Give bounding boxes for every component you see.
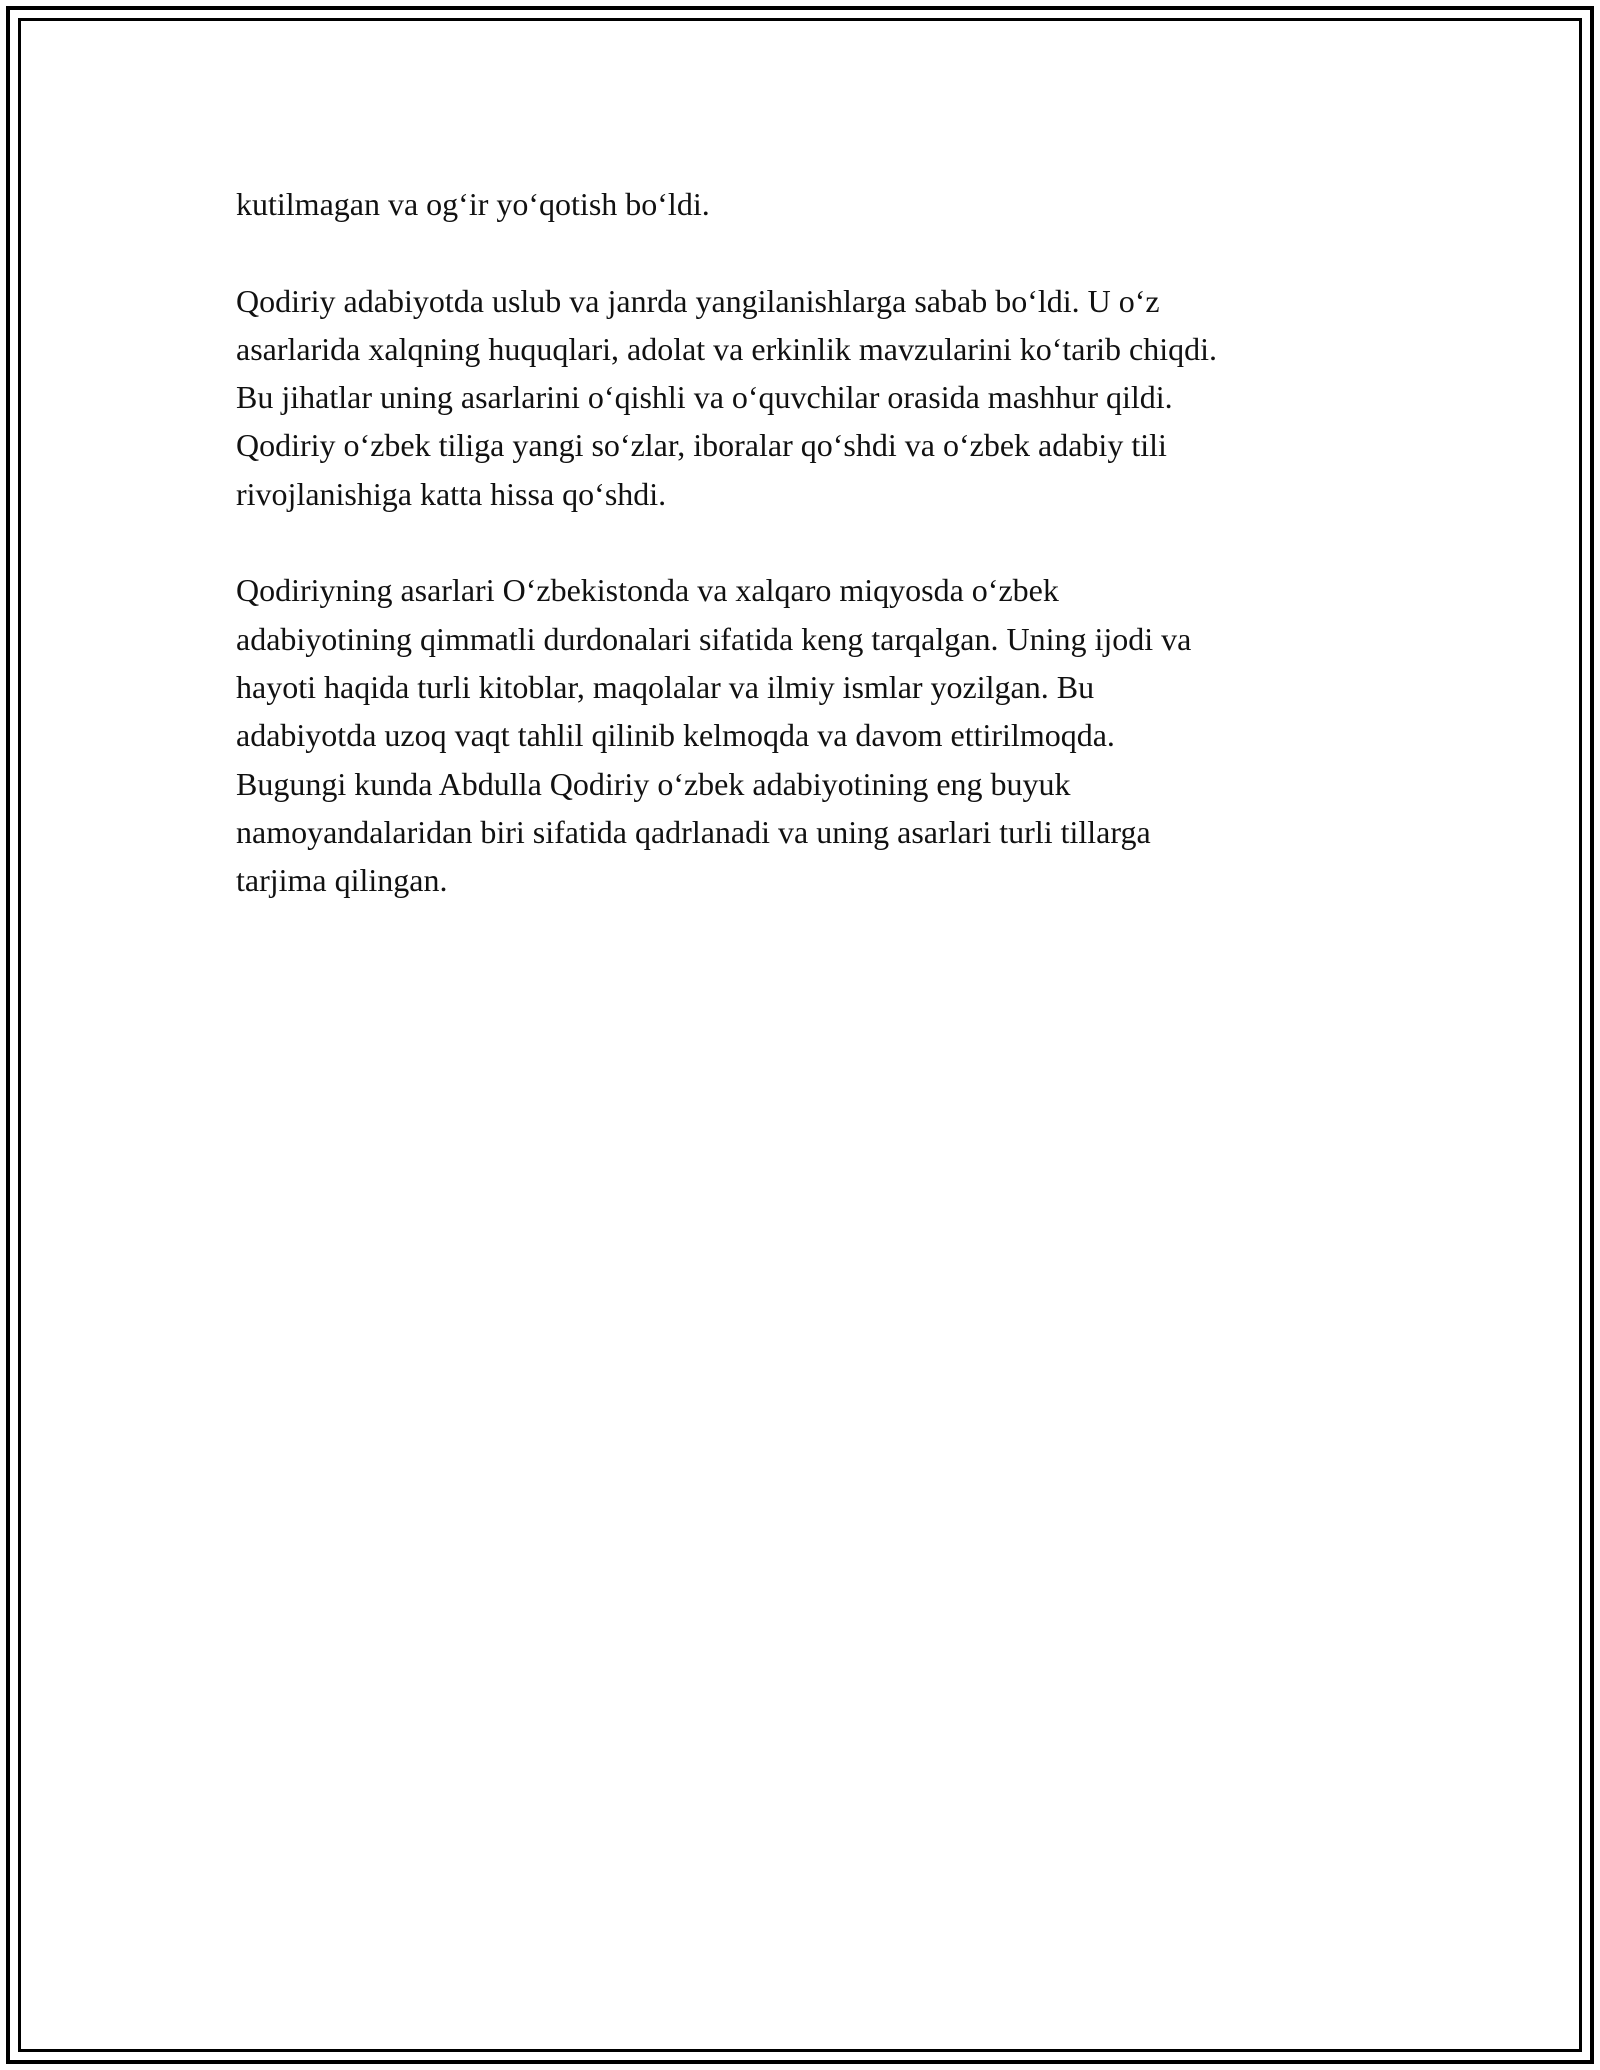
paragraph-1: kutilmagan va og‘ir yo‘qotish bo‘ldi. <box>236 186 710 222</box>
paragraph-3: Qodiriyning asarlari O‘zbekistonda va xalqaro miqyosda o‘zbek adabiyotining qimmatli durdonalari sifatida keng tarqalgan. Uning ijodi va hayoti haqida turli kitoblar, maqolalar va ilmiy ismlar yozilgan. Bu adabiyotda uzoq vaqt tahlil qilinib kelmoqda va davom ettirilmoqda. Bugungi kunda Abdulla Qodiriy o‘zbek adabiyotining eng buyuk namoyandalaridan biri sifatida qadrlanadi va uning asarlari turli tillarga tarjima qilingan. <box>236 572 1192 899</box>
document-body <box>236 180 1386 953</box>
paragraph-2: Qodiriy adabiyotda uslub va janrda yangilanishlarga sabab bo‘ldi. U o‘z asarlarida xalqning huquqlari, adolat va erkinlik mavzularini ko‘tarib chiqdi. Bu jihatlar uning asarlarini o‘qishli va o‘quvchilar orasida mashhur qildi. Qodiriy o‘zbek tiliga yangi so‘zlar, iboralar qo‘shdi va o‘zbek adabiy tili rivojlanishiga katta hissa qo‘shdi. <box>236 282 1218 512</box>
